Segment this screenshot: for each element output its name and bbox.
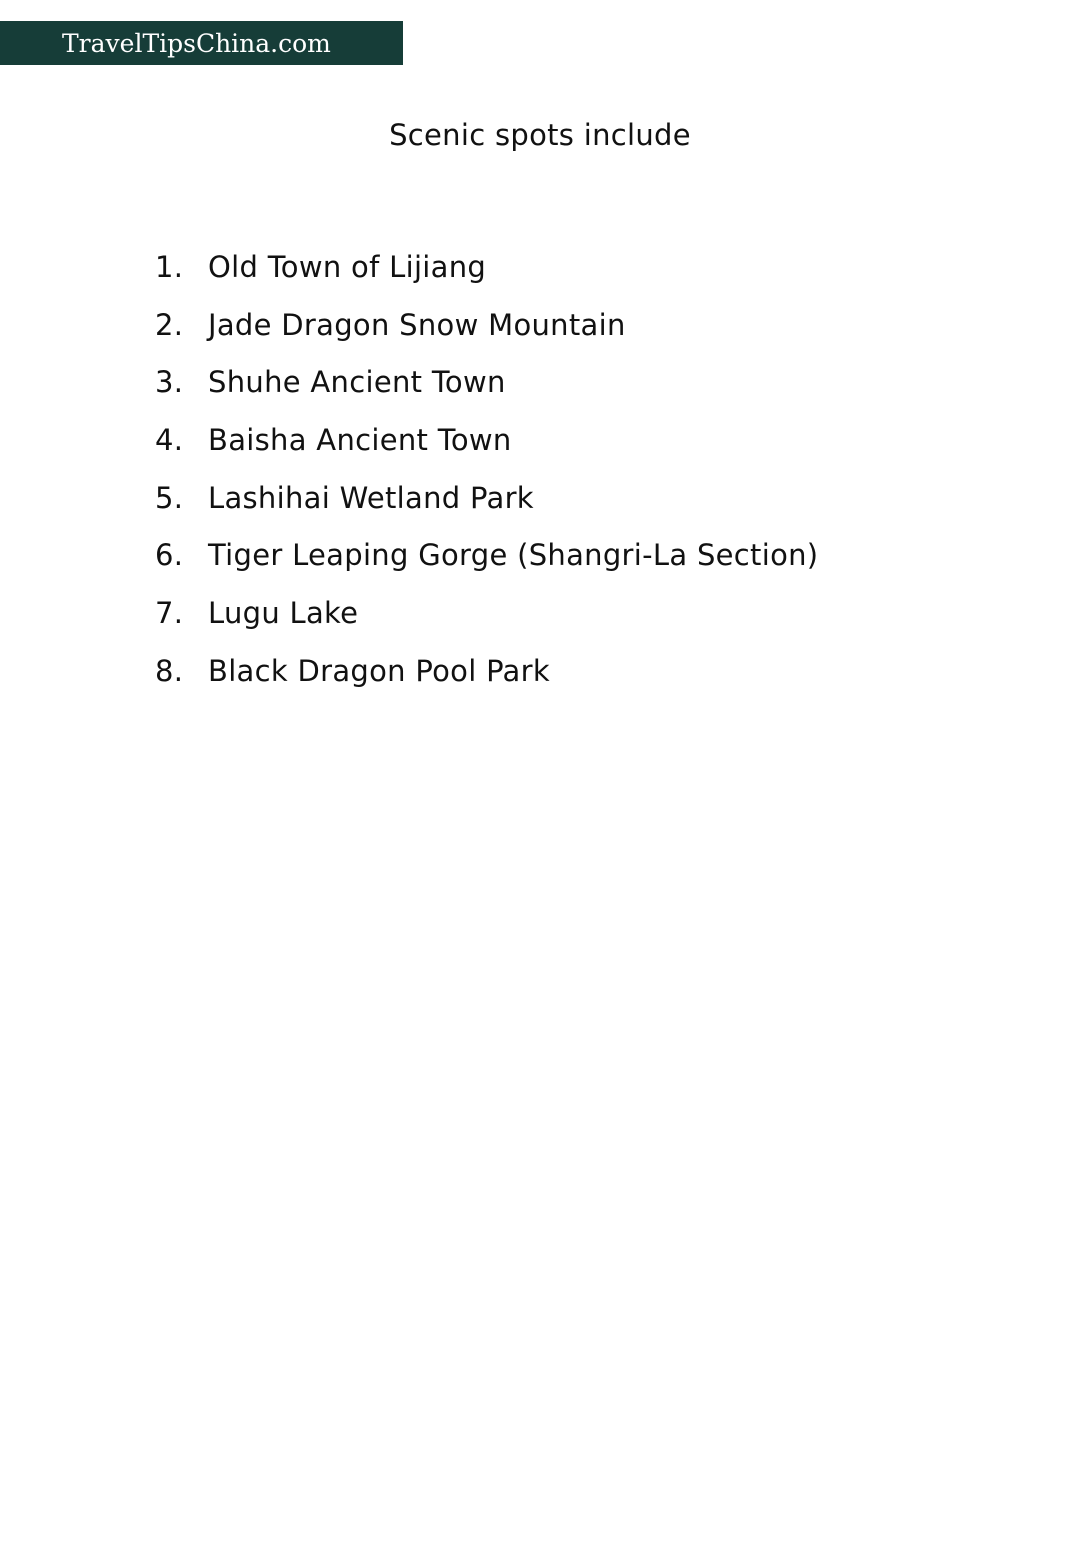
list-item xyxy=(155,478,818,536)
list-item xyxy=(155,535,818,593)
list-item-label: Lugu Lake xyxy=(208,596,359,631)
list-item-number: 2. xyxy=(155,307,184,342)
list-item-number: 5. xyxy=(155,480,184,515)
list-item-label: Baisha Ancient Town xyxy=(208,423,512,458)
list-item-number: 7. xyxy=(155,596,184,631)
list-item-label: Jade Dragon Snow Mountain xyxy=(208,307,626,342)
list-item-number: 1. xyxy=(155,250,184,284)
list-item-number: 6. xyxy=(155,538,184,573)
list-item-label: Tiger Leaping Gorge (Shangri-La Section) xyxy=(208,538,819,573)
list-item-label: Old Town of Lijiang xyxy=(208,250,487,284)
page-title: Scenic spots include xyxy=(389,118,691,152)
scenic-spot-list xyxy=(155,247,818,709)
list-item-label: Lashihai Wetland Park xyxy=(208,480,534,515)
list-item xyxy=(155,247,818,305)
list-item xyxy=(155,305,818,363)
list-item-number: 8. xyxy=(155,653,184,688)
list-item-label: Shuhe Ancient Town xyxy=(208,365,506,400)
list-item xyxy=(155,420,818,478)
list-item xyxy=(155,362,818,420)
list-item-number: 3. xyxy=(155,365,184,400)
list-item xyxy=(155,593,818,651)
site-name: TravelTipsChina.com xyxy=(62,28,331,58)
list-item-number: 4. xyxy=(155,423,184,458)
list-item-label: Black Dragon Pool Park xyxy=(208,653,550,688)
site-banner xyxy=(0,21,403,65)
list-item xyxy=(155,651,818,709)
